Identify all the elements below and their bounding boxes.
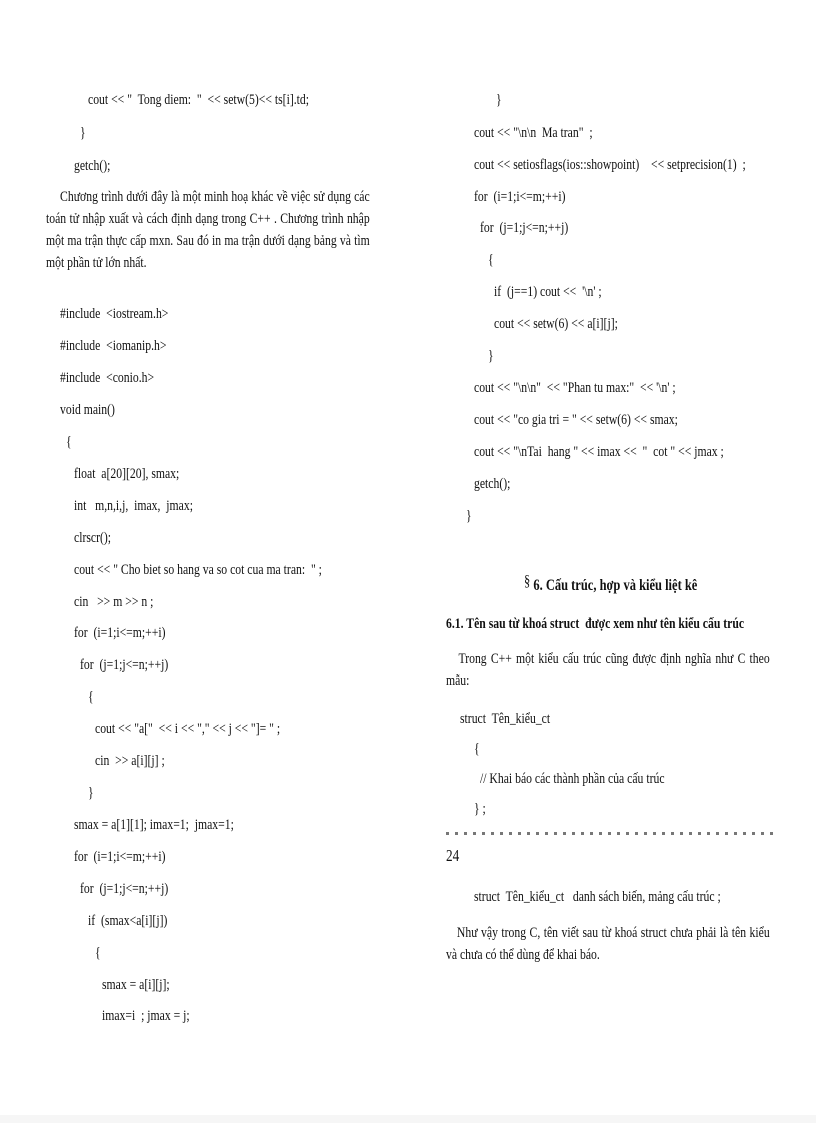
code-line: } xyxy=(80,125,86,141)
code-line: cout << setw(6) << a[i][j]; xyxy=(494,316,618,332)
code-line: } xyxy=(466,508,472,524)
code-line: clrscr(); xyxy=(74,530,112,546)
code-line: cout << "a[" << i << "," << j << "]= " ; xyxy=(95,721,281,737)
code-line: cin >> m >> n ; xyxy=(74,594,154,610)
section-title: 6. Cấu trúc, hợp và kiểu liệt kê xyxy=(533,577,698,594)
code-line: void main() xyxy=(60,402,115,418)
code-line: } xyxy=(488,348,494,364)
code-line: } ; xyxy=(474,801,486,817)
code-line: #include <iomanip.h> xyxy=(60,338,167,354)
code-line: float a[20][20], smax; xyxy=(74,466,180,482)
code-line: cout << "\n\n Ma tran" ; xyxy=(474,125,593,141)
section-heading xyxy=(524,573,698,595)
code-line: if (j==1) cout << '\n' ; xyxy=(494,284,602,300)
code-line: cout << " Tong diem: " << setw(5)<< ts[i].td; xyxy=(88,92,309,108)
code-line: } xyxy=(496,92,502,108)
code-line: cout << "co gia tri = " << setw(6) << smax; xyxy=(474,412,678,428)
code-line: int m,n,i,j, imax, jmax; xyxy=(74,498,193,514)
code-line: getch(); xyxy=(474,476,511,492)
code-line: cin >> a[i][j] ; xyxy=(95,753,165,769)
code-line: for (j=1;j<=n;++j) xyxy=(480,220,569,236)
code-line: for (j=1;j<=n;++j) xyxy=(80,657,169,673)
code-line: getch(); xyxy=(74,158,111,174)
code-line: for (i=1;i<=m;++i) xyxy=(74,849,166,865)
page-number: 24 xyxy=(446,846,460,865)
code-line: struct Tên_kiểu_ct xyxy=(460,711,551,727)
code-line: #include <conio.h> xyxy=(60,370,155,386)
body-paragraph: Như vậy trong C, tên viết sau từ khoá struct chưa phải là tên kiểu và chưa có thể dùng để khai báo. xyxy=(446,925,770,963)
code-line: for (i=1;i<=m;++i) xyxy=(474,189,566,205)
code-line: for (i=1;i<=m;++i) xyxy=(74,625,166,641)
code-line: for (j=1;j<=n;++j) xyxy=(80,881,169,897)
code-line: smax = a[i][j]; xyxy=(102,977,170,993)
code-line: // Khai báo các thành phần của cấu trúc xyxy=(480,771,665,787)
code-line: cout << setiosflags(ios::showpoint) << setprecision(1) ; xyxy=(474,157,746,173)
code-line: { xyxy=(88,689,94,705)
code-line: cout << "\n\n" << "Phan tu max:" << '\n' ; xyxy=(474,380,676,396)
code-line: imax=i ; jmax = j; xyxy=(102,1008,190,1024)
code-line: struct Tên_kiểu_ct danh sách biến, mảng cấu trúc ; xyxy=(474,889,721,905)
page-cut-line xyxy=(446,832,776,835)
code-line: { xyxy=(95,945,101,961)
section-symbol: § xyxy=(524,573,531,590)
body-paragraph: Chương trình dưới đây là một minh hoạ khác về việc sử dụng các toán tử nhập xuất và cách định dạng trong C++ . Chương trình nhập một ma trận thực cấp mxn. Sau đó in ma trận dưới dạng bảng và tìm một phần tử lớn nhất. xyxy=(46,189,370,271)
code-line: smax = a[1][1]; imax=1; jmax=1; xyxy=(74,817,234,833)
code-line: #include <iostream.h> xyxy=(60,306,169,322)
code-line: cout << "\nTai hang " << imax << " cot " << jmax ; xyxy=(474,444,724,460)
code-line: { xyxy=(66,434,72,450)
page-footer-band xyxy=(0,1115,816,1123)
code-line: cout << " Cho biet so hang va so cot cua ma tran: " ; xyxy=(74,562,322,578)
code-line: if (smax<a[i][j]) xyxy=(88,913,168,929)
code-line: } xyxy=(88,785,94,801)
subsection-heading: 6.1. Tên sau từ khoá struct được xem như tên kiểu cấu trúc xyxy=(446,616,745,632)
code-line: { xyxy=(474,741,480,757)
code-line: { xyxy=(488,252,494,268)
body-paragraph: Trong C++ một kiểu cấu trúc cũng được định nghĩa như C theo mẫu: xyxy=(446,651,770,689)
